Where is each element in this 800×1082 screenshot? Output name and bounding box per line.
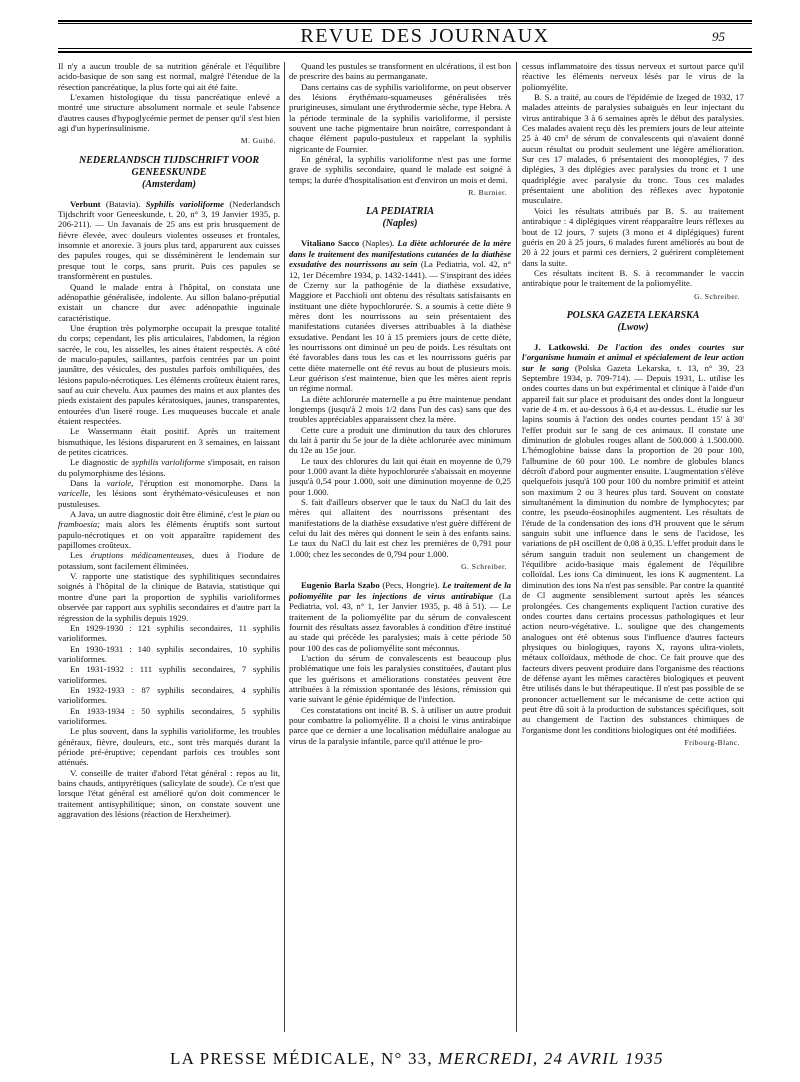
author-signature: G. Schreiber. xyxy=(694,291,740,301)
page-footer xyxy=(170,1049,730,1069)
article-abstract: Verbunt (Batavia). Syphilis varioliforme (Nederlandsch Tijdschrift voor Geneeskunde, t. 20, n° 3, 19 Janvier 1935, p. 206-211). — Un Javanais de 25 ans est pris brusquement de fièvre élevée, avec douleurs violentes osseuses et frontales, insomnie et anorexie. 3 jours plus tard, apparurent aux cuisses des papules rouges, qui se disséminèrent le lendemain sur presque tout le corps, sans prurit. Puis ces papules se transformèrent en pustules. xyxy=(58,198,280,282)
paragraph: Quand le malade entra à l'hôpital, on constata une adénopathie généralisée, indolente. Au sillon balano-préputial existait un chancre dur avec adénopathie inguinale caractéristique. xyxy=(58,281,280,323)
journal-section-title: POLSKA GAZETA LEKARSKA xyxy=(566,309,700,321)
paragraph: Il n'y a aucun trouble de sa nutrition générale et l'équilibre acido-basique de son sang est normal, malgré l'étendue de la résection pancréatique, la plus forte qui ait été faite. xyxy=(58,61,280,92)
footer-issue: N° 33, xyxy=(381,1049,433,1068)
paragraph: Voici les résultats attribués par B. S. au traitement antirabique : 4 diplégiques virent réapparaître leurs réflexes au bout de 12 jours, 7 sujets (3 mono et 4 diplégiques) furent guéris en 20 à 25 jours, 6 malades furent améliorés au bout de 20 à 22 jours et parmi ces derniers, 2 guérirent complètement dans la suite. xyxy=(522,205,744,268)
journal-section-city: (Lwow) xyxy=(617,321,649,333)
article-abstract: Vitaliano Sacco (Naples). La diète achlorurée de la mère dans le traitement des manifestations cutanées de la diathèse exsudative des nourrissons au sein (La Pediatria, vol. 42, n° 12, 1er Décembre 1934, p. 1432-1441). — S'inspirant des idées de Czerny sur la pathogénie de la diathèse exsudative, Maggiore et Pacchioli ont obtenu des résultats satisfaisants en instituant une diète hypochlorurée. S. a soumis à cette diète 9 mères dont les nourrissons au sein présentaient des manifestations cutanées diverses attribuables à la diathèse exsudative. Pendant les 10 à 15 premiers jours de cette diète, les nourrissons ont diminué un peu de poids. Les résultats ont été favorables dans tous les cas et les nourrissons guéris par cette diète maternelle ont été revus au bout de plusieurs mois. Leur guérison s'est maintenue, bien que les mères aient repris un régime normal. xyxy=(289,238,511,394)
paragraph: Le diagnostic de syphilis varioliforme s'imposait, en raison du polymorphisme des lésions. xyxy=(58,457,280,478)
paragraph: En général, la syphilis varioliforme n'est pas une forme grave de syphilis secondaire, quand le malade est soigné à temps; la durée d'hospitalisation est d'environ un mois et demi. xyxy=(289,154,511,185)
journal-section-title: NEDERLANDSCH TIJDSCHRIFT VOOR GENEESKUNDE xyxy=(78,154,260,178)
author-signature: G. Schreiber. xyxy=(461,562,507,572)
paragraph: Ces résultats incitent B. S. à recommander le vaccin antirabique pour le traitement de la poliomyélite. xyxy=(522,267,744,289)
paragraph: Dans la variole, l'éruption est monomorphe. Dans la varicelle, les lésions sont érythémato-vésiculeuses et non pustuleuses. xyxy=(58,478,280,509)
journal-section-city: (Amsterdam) xyxy=(142,178,196,190)
statistic-line: En 1930-1931 : 140 syphilis secondaires, 10 syphilis varioliformes. xyxy=(58,643,280,664)
paragraph: Le taux des chlorures du lait qui était en moyenne de 0,79 pour 1.000 avant la diète hypochlorurée s'abaissait en moyenne jusqu'à 0,54 pour 1.000, soit une diminution moyenne de 0,25 pour 1.000. xyxy=(289,455,511,497)
header-rule-top-thin xyxy=(58,23,752,24)
column-2 xyxy=(289,61,511,1033)
header-rule-bottom xyxy=(58,51,752,53)
paragraph: Les éruptions médicamenteuses, dues à l'iodure de potassium, sont facilement éliminées. xyxy=(58,550,280,571)
paragraph: Le plus souvent, dans la syphilis varioliforme, les troubles généraux, fièvre, douleurs, etc., sont très marqués durant la période pré-éruptive; cependant parfois ces troubles sont atténués. xyxy=(58,726,280,768)
author-signature: M. Guibé. xyxy=(240,136,276,146)
header-rule-top xyxy=(58,20,752,22)
paragraph: V. conseille de traiter d'abord l'état général : repos au lit, bains chauds, antipyrétiques (salicylate de soude). Ce n'est que lorsque l'état général est amélioré qu'on doit commencer le traitement antisyphilitique; sinon, on constate souvent une aggravation des lésions (réaction de Herxheimer). xyxy=(58,767,280,820)
paragraph: cessus inflammatoire des tissus nerveux et surtout parce qu'il réactive les éléments nerveux lésés par le virus de la poliomyélite. xyxy=(522,61,744,92)
paragraph: V. rapporte une statistique des syphilitiques secondaires soignés à l'hôpital de la clinique de Batavia, statistique qui montre d'une part la proportion de syphilis varioliformes observée par rapport aux syphilis secondaires et d'autre part la régression de la syphilis depuis 1929. xyxy=(58,571,280,623)
article-title: La diète achlorurée de la mère dans le traitement des manifestations cutanées de la diathèse exsudative des nourrissons au sein xyxy=(289,238,511,270)
paragraph: B. S. a traité, au cours de l'épidémie de Izeged de 1932, 17 malades atteints de paralysies subaiguës en leur injectant du virus antirabique 3 à 6 semaines après le début des paralysies. Ces malades avaient reçu dès les premiers jours de leur atteinte 25 à 40 cm³ de sérum de convalescents qui n'avaient donné aucun résultat ou produit seulement une légère amélioration. Sur ces 17 malades, 6 présentaient des monoplégies, 7 des diplégies, 3 des diplégies avec paralysies du tronc et 1 une quadriplégie avec paralysie du tronc. Tous ces malades présentaient une abolition des réflexes avec hypotonie musculaire. xyxy=(522,92,744,206)
author-signature: R. Burnier. xyxy=(468,188,507,198)
paragraph: Quand les pustules se transforment en ulcérations, il est bon de prescrire des bains au permanganate. xyxy=(289,61,511,82)
article-abstract: J. Latkowski. De l'action des ondes courtes sur l'organisme humain et animal et spécialement de leur action sur le sang (Polska Gazeta Lekarska, t. 13, n° 39, 23 Septembre 1934, p. 709-714). — Depuis 1931, L. utilise les ondes courtes dans un but expérimental et clinique à l'aide d'un appareil fait sur place et produisant des ondes dont la longueur varie de 4 m. et au-dessous à 6,4 et au-dessus. L. étudie sur les lapins soumis à l'action des ondes courtes pendant 15' à 30' l'effet produit sur le sang de ces animaux. Il constate une diminution de globules rouges allant de 500.000 à 1.500.000. L'hémoglobine baisse dans la proportion de 20 pour 100, l'albumine de 60 pour 100. Le nombre de globules blancs décroît d'abord pour augmenter ensuite. L'augmentation s'élève quelquefois jusqu'à 100 pour 100 du nombre primitif et atteint son maximum 2 ou 3 heures plus tard. Souvent on constate simultanément la diminution du nombre de lymphocytes; par contre, les pseudo-éosinophiles augmentent. Les résultats de l'étude de la condensation des ions d'H prouvent que le sérum sanguin subit une influence dans le sens de l'acidose, les variations de pH oscillent de 0,08 à 0,35. L'effet produit dans le sérum sanguin traduit non seulement un changement de l'équilibre acido-basique mais également de l'équilibre colloïdal. Les ions Ca diminuent, les ions K augmentent. La diminution des ions Na n'est pas sensible. Par contre la quantité de Cl augmente sensiblement surtout après les séances prolongées. Ces changements expliquent l'action curative des ondes courtes dans certains processus pathologiques et leur action neuro-végétative. L. souligne que des changements analogues ont été obtenus sous l'influence d'autres facteurs physiques ou biologiques, rayons X, rayons ultra-violets, métaux colloïdaux, méthode de choc. Ce fait prouve que des facteurs divers peuvent produire dans l'organisme des réactions de défense ayant les mêmes caractères biologiques et peuvent être utilisés dans le but thérapeutique. Il n'est pas possible de se prononcer actuellement sur le mécanisme de cette action qui peut être dû soit à la production de substances spécifiques, soit au changement de l'action des substances chimiques de l'organisme dont les conditions biologiques ont été modifiées. xyxy=(522,341,744,735)
statistic-line: En 1932-1933 : 87 syphilis secondaires, 4 syphilis varioliformes. xyxy=(58,684,280,706)
paragraph: Dans certains cas de syphilis varioliforme, on peut observer des lésions érythémato-squameuses généralisées très prurigineuses, simulant une érythrodermie sèche, type Hebra. A la période terminale de la syphilis varioliforme, il persiste souvent une tache pigmentaire brun noirâtre, correspondant à chaque élément papulo-pustuleux et rappelant la syphilis nigricante de Fournier. xyxy=(289,81,511,154)
article-author: Eugenio Barla Szabo xyxy=(301,580,380,591)
footer-day: MERCREDI, xyxy=(438,1049,539,1068)
column-divider-1 xyxy=(284,62,285,1032)
column-3 xyxy=(522,61,744,1033)
paragraph: L'examen histologique du tissu pancréatique enlevé a montré une structure absolument normale et seule l'absence d'autres causes d'hypoglycémie permet de penser qu'il s'est bien agi d'un hyperinsulinisme. xyxy=(58,92,280,134)
paragraph: L'action du sérum de convalescents est beaucoup plus problématique une fois les paralysies constituées, d'autant plus que les guérisons et améliorations constatées peuvent être attribuées à la rémission spontanée des lésions, rémission qui varie suivant le génie épidémique de l'infection. xyxy=(289,652,511,705)
footer-journal: LA PRESSE MÉDICALE, xyxy=(170,1049,376,1068)
paragraph: Le Wassermann était positif. Après un traitement bismuthique, les lésions disparurent en 3 semaines, en laissant de petites cicatrices. xyxy=(58,426,280,457)
article-title: De l'action des ondes courtes sur l'organisme humain et animal et spécialement de leur action sur le sang xyxy=(522,341,744,373)
statistic-line: En 1933-1934 : 50 syphilis secondaires, 5 syphilis varioliformes. xyxy=(58,705,280,726)
article-abstract: Eugenio Barla Szabo (Pecs, Hongrie). Le traitement de la poliomyélite par les injections de virus antirabique (La Pediatria, vol. 43, n° 1, 1er Janvier 1935, p. 48 à 51). — Le traitement de la poliomyélite par du sérum de convalescent fournit des résultats assez favorables à condition d'être institué au stade qui précède les paralysies; mais à cette période 50 pour 100 des cas de poliomyélite sont méconnus. xyxy=(289,580,511,653)
footer-date: 24 AVRIL 1935 xyxy=(543,1049,664,1068)
statistic-line: En 1929-1930 : 121 syphilis secondaires, 11 syphilis varioliformes. xyxy=(58,622,280,644)
column-divider-2 xyxy=(516,62,517,1032)
journal-section-title: LA PEDIATRIA xyxy=(365,206,435,218)
paragraph: S. fait d'ailleurs observer que le taux du NaCl du lait des mères qui allaitent des nourrissons présentant des manifestations de la diathèse exsudative n'est guère différent de celui du lait des mères qui donnent le sein à des enfants sains. Le taux du NaCl du lait est chez les premières de 0,791 pour 1.000; chez les secondes de 0,794 pour 1.000. xyxy=(289,497,511,559)
header-rule-bottom-thin xyxy=(58,48,752,49)
article-author: Verbunt xyxy=(70,198,101,209)
paragraph: Cette cure a produit une diminution du taux des chlorures du lait à partir du 5e jour de la diète achlorurée avec minimum du 12e au 15e jour. xyxy=(289,424,511,456)
article-author: J. Latkowski. xyxy=(534,341,590,352)
column-1 xyxy=(58,61,280,1033)
running-head: REVUE DES JOURNAUX xyxy=(290,25,560,47)
author-signature: Fribourg-Blanc. xyxy=(684,737,740,747)
paragraph: Ces constatations ont incité B. S. à utiliser un autre produit pour combattre la poliomyélite. Il a choisi le virus antirabique parce que ce dernier a une localisation médullaire analogue au virus de la paralysie infantile, parce qu'il atténue le pro- xyxy=(289,704,511,746)
paragraph: A Java, un autre diagnostic doit être éliminé, c'est le pian ou framboesia; mais alors les éléments éruptifs sont surtout papulo-nécrotiques et on voit apparaître rapidement des papillomes croûteux. xyxy=(58,509,280,551)
page-number: 95 xyxy=(712,29,725,44)
paragraph: La diète achlorurée maternelle a pu être maintenue pendant longtemps (jusqu'à 2 mois 1/2 dans l'un des cas) sans que des troubles appréciables apparaissent chez la mère. xyxy=(289,393,511,425)
journal-section-city: (Naples) xyxy=(382,218,418,230)
paragraph: Une éruption très polymorphe occupait la presque totalité du corps; cependant, les plis articulaires, l'abdomen, la région sacrée, le cou, les aisselles, les aines étaient respectés. A côté de maculo-papules, saillantes, parfois centrées par un point jaunâtre, des vésicules, des pustules parfois ombiliquées, des lésions papulo-nécrotiques. Les éléments croûteux étaient rares, sauf au cuir chevelu. Aux paumes des mains et aux plantes des pieds existaient des papules kératosiques, jaunes, transparentes, entourées d'un liseré rouge. Les muqueuses buccale et anale étaient respectées. xyxy=(58,322,280,426)
article-title: Le traitement de la poliomyélite par les injections de virus antirabique xyxy=(289,580,511,601)
article-author: Vitaliano Sacco xyxy=(301,238,360,249)
article-title: Syphilis varioliforme xyxy=(145,198,224,209)
statistic-line: En 1931-1932 : 111 syphilis secondaires, 7 syphilis varioliformes. xyxy=(58,664,280,685)
